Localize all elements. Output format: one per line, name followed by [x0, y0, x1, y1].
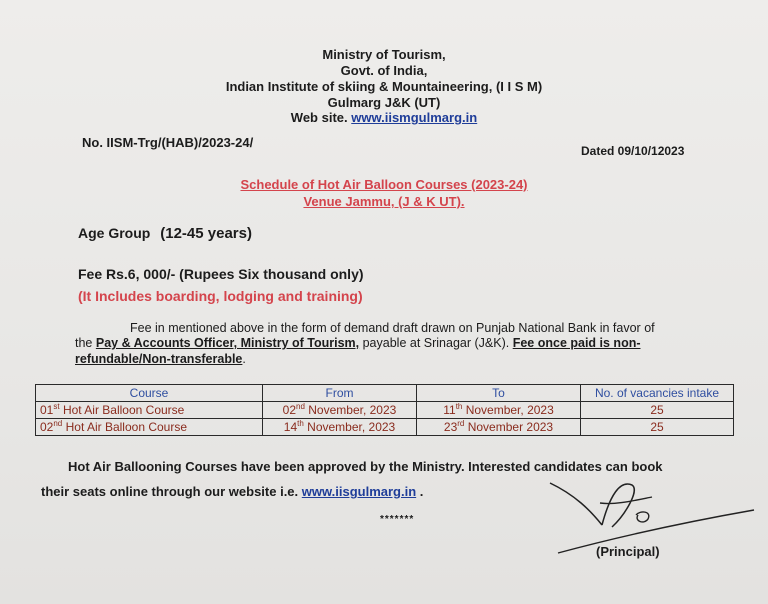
venue-title: Venue Jammu, (J & K UT). [303, 194, 465, 209]
col-from: From [263, 385, 417, 402]
para-line3: refundable/Non-transferable. [75, 352, 246, 366]
para-line2: the Pay & Accounts Officer, Ministry of Tourism, payable at Srinagar (J&K). Fee once paid is non- [75, 336, 641, 350]
website-label: Web site. [290, 110, 348, 125]
to-cell: 11th November, 2023 [417, 402, 581, 419]
reference-number: No. IISM-Trg/(HAB)/2023-24/ [82, 135, 254, 150]
col-vacancies: No. of vacancies intake [581, 385, 734, 402]
fee-line: Fee Rs.6, 000/- (Rupees Six thousand only) [78, 266, 364, 282]
separator-stars: ******* [380, 514, 415, 525]
website-line [0, 109, 768, 126]
footer-line1: Hot Air Ballooning Courses have been approved by the Ministry. Interested candidates can book [68, 459, 663, 474]
table-row [36, 402, 734, 419]
document-date: Dated 09/10/12023 [581, 144, 685, 158]
from-cell: 14th November, 2023 [263, 419, 417, 436]
govt-line: Govt. of India, [340, 63, 428, 78]
table-row [36, 419, 734, 436]
schedule-table [35, 384, 734, 436]
institute-line: Indian Institute of skiing & Mountaineering, (I I S M) [225, 79, 543, 94]
location-line: Gulmarg J&K (UT) [327, 95, 441, 110]
signatory-title: (Principal) [596, 544, 660, 559]
col-to: To [417, 385, 581, 402]
vacancies-cell: 25 [581, 402, 734, 419]
footer-line2: their seats online through our website i.e. www.iisgulmarg.in . [41, 484, 424, 499]
age-group-value: (12-45 years) [160, 225, 252, 242]
to-cell: 23rd November 2023 [417, 419, 581, 436]
course-cell: 02nd Hot Air Balloon Course [36, 419, 263, 436]
payee-name: Pay & Accounts Officer, Ministry of Tourism, [95, 336, 360, 350]
schedule-title: Schedule of Hot Air Balloon Courses (2023-24) [240, 177, 528, 192]
from-cell: 02nd November, 2023 [263, 402, 417, 419]
age-group-label: Age Group [78, 225, 151, 241]
col-course: Course [36, 385, 263, 402]
website-link[interactable]: www.iismgulmarg.in [351, 110, 478, 125]
course-cell: 01st Hot Air Balloon Course [36, 402, 263, 419]
non-refund-note: Fee once paid is non- [512, 336, 641, 350]
ministry-line: Ministry of Tourism, [322, 47, 446, 62]
table-header-row [36, 385, 734, 402]
vacancies-cell: 25 [581, 419, 734, 436]
age-group [78, 225, 252, 242]
fee-includes: (It Includes boarding, lodging and training) [78, 288, 363, 304]
para-line1: Fee in mentioned above in the form of demand draft drawn on Punjab National Bank in favor of [130, 321, 655, 335]
footer-website-link[interactable]: www.iisgulmarg.in [301, 484, 417, 499]
